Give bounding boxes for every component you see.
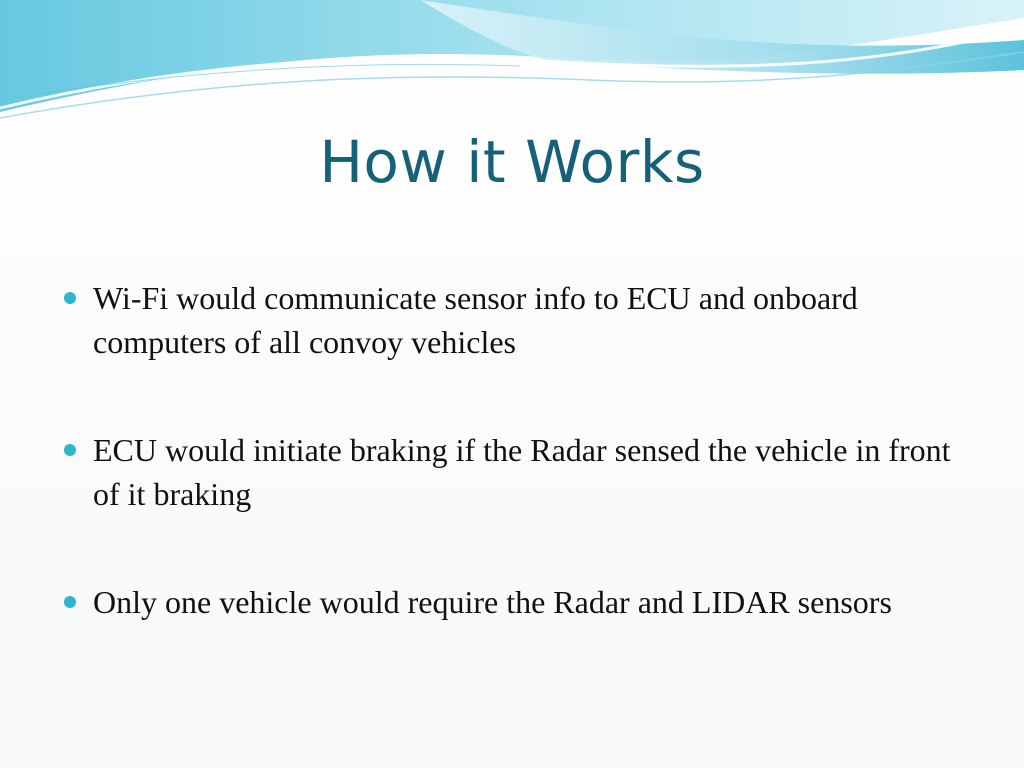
slide-title: How it Works [319, 128, 705, 196]
bullet-dot-icon [64, 596, 76, 608]
bullet-item [62, 276, 962, 364]
decorative-wave-header [0, 0, 1024, 130]
bullet-text: Wi-Fi would communicate sensor info to ECU and onboard computers of all convoy vehicles [93, 280, 858, 360]
bullet-item [62, 580, 962, 624]
bullet-text: ECU would initiate braking if the Radar sensed the vehicle in front of it braking [93, 432, 951, 512]
bullet-dot-icon [64, 444, 76, 456]
bullet-text: Only one vehicle would require the Radar and LIDAR sensors [93, 584, 892, 620]
bullet-item [62, 428, 962, 516]
bullet-dot-icon [64, 292, 76, 304]
bullet-list [62, 276, 962, 624]
